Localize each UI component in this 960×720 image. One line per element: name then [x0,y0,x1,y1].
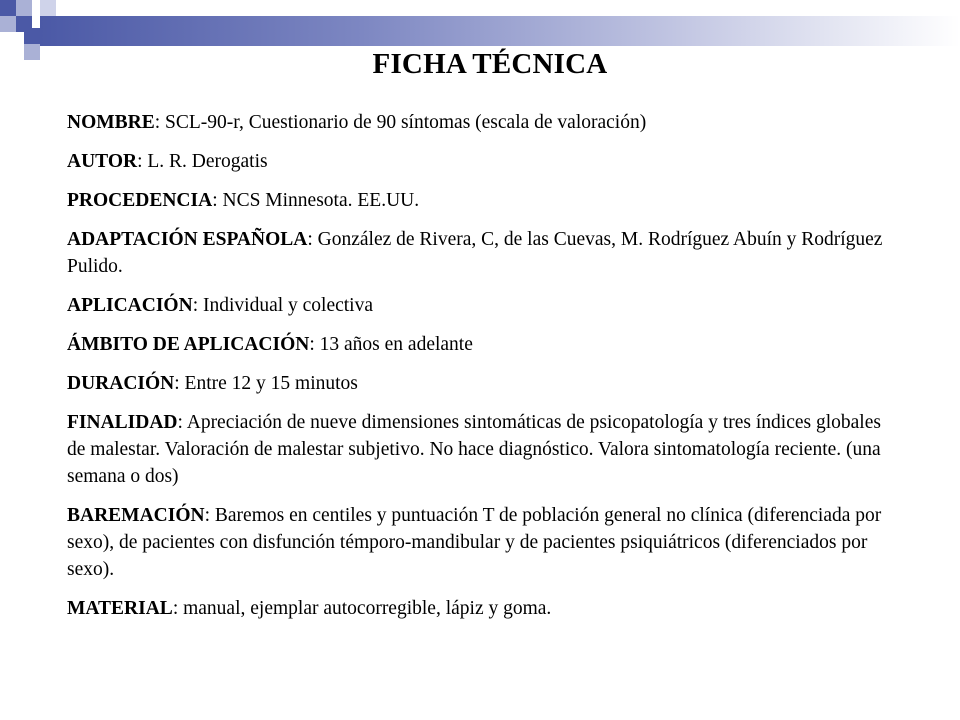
spec-item-nombre [67,109,897,136]
spec-item-procedencia [67,187,897,214]
spec-label: AUTOR [67,151,138,172]
spec-list [67,109,897,634]
spec-label: FINALIDAD [67,412,178,433]
spec-separator: : [212,190,223,211]
spec-item-autor [67,148,897,175]
spec-value: Baremos en centiles y puntuación T de población general no clínica (diferenciada por sexo), de pacientes con disfunción témporo-mandibular y de pacientes psiquiátricos (diferenciados por sexo). [67,505,882,580]
decor-square-light [16,0,32,16]
decor-square-dark [24,28,40,44]
spec-item-duracion [67,370,897,397]
spec-value: NCS Minnesota. EE.UU. [222,190,420,211]
spec-value: 13 años en adelante [319,334,473,355]
header-gradient-bar [40,16,960,46]
spec-separator: : [177,412,187,433]
spec-value: L. R. Derogatis [147,151,268,172]
spec-label: NOMBRE [67,112,155,133]
spec-separator: : [137,151,148,172]
decor-square-pale [40,0,56,16]
spec-separator: : [204,505,215,526]
spec-item-adaptacion [67,226,897,280]
spec-separator: : [192,295,203,316]
spec-value: Entre 12 y 15 minutos [184,373,358,394]
spec-label: MATERIAL [67,598,173,619]
spec-separator: : [309,334,320,355]
spec-item-baremacion [67,502,897,583]
spec-value: González de Rivera, C, de las Cuevas, M. Rodríguez Abuín y Rodríguez Pulido. [67,229,883,277]
spec-label: ADAPTACIÓN ESPAÑOLA [67,229,308,250]
spec-separator: : [154,112,166,133]
decor-square-light [0,16,16,32]
spec-value: manual, ejemplar autocorregible, lápiz y goma. [183,598,552,619]
spec-label: APLICACIÓN [67,295,193,316]
spec-value: SCL-90-r, Cuestionario de 90 síntomas (escala de valoración) [165,112,647,133]
spec-label: DURACIÓN [67,373,175,394]
spec-item-aplicacion [67,292,897,319]
spec-separator: : [172,598,184,619]
spec-label: BAREMACIÓN [67,505,205,526]
spec-value: Apreciación de nueve dimensiones sintomáticas de psicopatología y tres índices globales de malestar. Valoración de malestar subjetivo. No hace diagnóstico. Valora sintomatología reciente. (una semana o dos) [67,412,881,487]
spec-item-ambito [67,331,897,358]
spec-value: Individual y colectiva [202,295,374,316]
spec-label: ÁMBITO DE APLICACIÓN [67,334,310,355]
decor-square-dark [0,0,16,16]
spec-separator: : [307,229,318,250]
spec-label: PROCEDENCIA [67,190,213,211]
spec-item-material [67,595,897,622]
spec-separator: : [174,373,185,394]
page-title: FICHA TÉCNICA [372,48,608,80]
spec-item-finalidad [67,409,897,490]
